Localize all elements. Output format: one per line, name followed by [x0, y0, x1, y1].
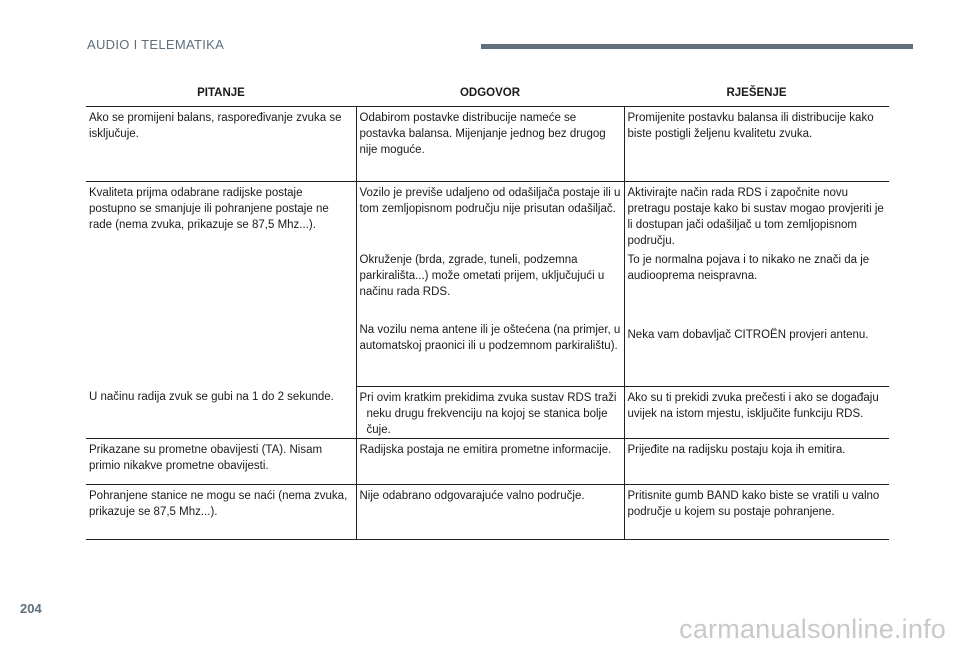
- answer-cell: Radijska postaja ne emitira prometne informacije.: [356, 438, 624, 484]
- answer-text: Pri ovim kratkim prekidima zvuka sustav RDS traži neku drugu frekvenciju na kojoj se stanica bolje čuje.: [359, 391, 617, 436]
- question-cell: Prikazane su prometne obavijesti (TA). Nisam primio nikakve prometne obavijesti.: [86, 438, 356, 484]
- question-cell: Kvaliteta prijma odabrane radijske postaje postupno se smanjuje ili pohranjene postaje ne rade (nema zvuka, prikazuje se 87,5 Mhz...).: [89, 187, 329, 231]
- solution-cell: To je normalna pojava i to nikako ne znači da je audiooprema neispravna.: [624, 249, 889, 319]
- solution-cell: Ako su ti prekidi zvuka prečesti i ako se događaju uvijek na istom mjestu, isključite funkciju RDS.: [624, 386, 889, 438]
- table-row: [86, 386, 889, 438]
- table-row: [86, 438, 889, 484]
- page-number: 204: [20, 601, 42, 616]
- question-cell: U načinu radija zvuk se gubi na 1 do 2 sekunde.: [86, 386, 356, 438]
- answer-cell: Okruženje (brda, zgrade, tuneli, podzemna parkirališta...) može ometati prijem, uključujući u načinu rada RDS.: [356, 249, 624, 319]
- answer-cell: [356, 386, 624, 438]
- question-cell: Pohranjene stanice ne mogu se naći (nema zvuka, prikazuje se 87,5 Mhz...).: [86, 484, 356, 539]
- column-header-solution: RJEŠENJE: [624, 80, 889, 107]
- solution-cell: Pritisnite gumb BAND kako biste se vratili u valno područje u kojem su postaje pohranjene.: [624, 484, 889, 539]
- answer-cell: Odabirom postavke distribucije nameće se postavka balansa. Mijenjanje jednog bez drugog nije moguće.: [356, 107, 624, 182]
- solution-cell: Promijenite postavku balansa ili distribucije kako biste postigli željenu kvalitetu zvuka.: [624, 107, 889, 182]
- answer-cell: Vozilo je previše udaljeno od odašiljača postaje ili u tom zemljopisnom području nije prisutan odašiljač.: [356, 182, 624, 250]
- column-header-question: PITANJE: [86, 80, 356, 107]
- table-row: [86, 484, 889, 539]
- solution-cell: Neka vam dobavljač CITROËN provjeri antenu.: [624, 319, 889, 386]
- question-cell: Ako se promijeni balans, raspoređivanje zvuka se isključuje.: [86, 107, 356, 182]
- header-bar: [481, 44, 913, 49]
- table-row: [86, 107, 889, 182]
- solution-cell: Aktivirajte način rada RDS i započnite novu pretragu postaje kako bi sustav mogao provjeriti je li dostupan jači odašiljač u tom zemljopisnom području.: [624, 182, 889, 250]
- table-header-row: [86, 80, 889, 107]
- solution-cell: Prijeđite na radijsku postaju koja ih emitira.: [624, 438, 889, 484]
- answer-cell: Nije odabrano odgovarajuće valno područje.: [356, 484, 624, 539]
- troubleshooting-table: [86, 80, 889, 540]
- table-row: [86, 182, 889, 250]
- column-header-answer: ODGOVOR: [356, 80, 624, 107]
- watermark: carmanualsonline.info: [679, 614, 946, 644]
- answer-cell: Na vozilu nema antene ili je oštećena (na primjer, u automatskoj praonici ili u podzemnom parkiralištu).: [356, 319, 624, 386]
- section-title: AUDIO I TELEMATIKA: [87, 37, 225, 52]
